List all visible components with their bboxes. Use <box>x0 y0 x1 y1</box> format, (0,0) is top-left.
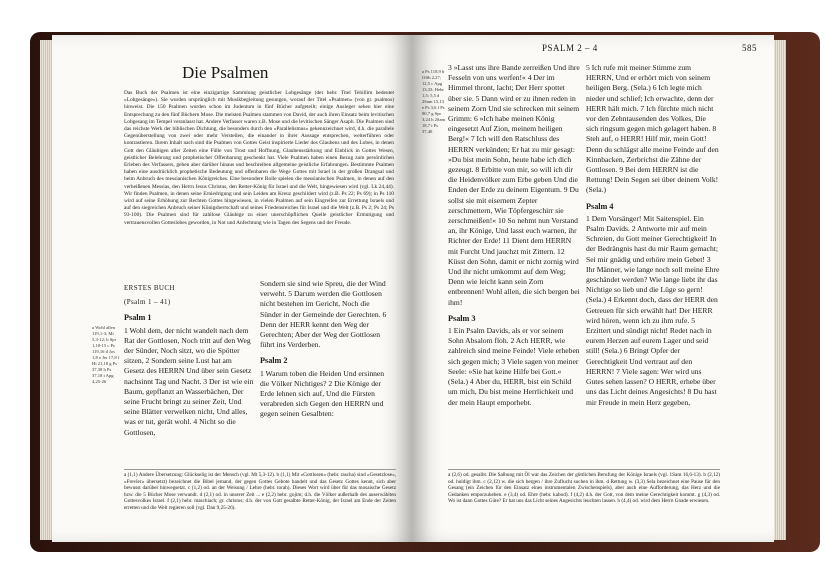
psalm-3-heading: Psalm 3 <box>448 313 476 323</box>
book-heading: ERSTES BUCH <box>124 284 175 292</box>
intro-text: Das Buch der Psalmen ist eine einzigartige Sammlung geistlicher Lobgesänge (der hebr. Titel Tehillim bedeutet »Lobgesänge«). Sie wurden ursprünglich mit Musikbegleitung gesungen, worauf der Titel »Psalmen« (von gr. psalmos) hinweist. Die 150 Psalmen wurden schon im Judentum in fünf Bücher aufgeteilt; einige Ausleger sehen hier eine Entsprechung zu den fünf Büchern Mose. Die meisten Psalmen stammen von David, der auch ihren Einsatz beim levitischen Lobgesang im Tempel veranlasst hat. Andere Verfasser waren z.B. Mose und die levitischen Sänger Asaph. Die Psalmen sind das reichste Werk der biblischen Dichtung, die besonders durch den »Parallelismus« gekennzeichnet wird, d.h. die parallele Gegenüberstellung von zwei oder mehr Versteilen, die einander in ihrer Aussage entsprechen, weiterführen oder kontrastieren. Ihrem Inhalt nach sind die Psalmen von Gottes Geist inspirierte Lieder des Glaubens und des Lobes, in denen Gott den Gläubigen aller Zeiten eine Fülle von Trost und Hoffnung, Glaubensstärkung und Einblick in Gottes Wesen, geistlicher Belehrung und prophetischer Offenbarung geschenkt hat. Viele Psalmen haben einen Bezug zum persönlichen Erleben des Verfassers, gehen aber darüber hinaus und beschreiben allgemeine geistliche Erfahrungen. Bestimmte Psalmen haben eine ausdrücklich prophetische Bedeutung und offenbaren die Wege Gottes mit Israel in der großen Drangsal und beim Anbruch des messianischen Königreiches. Eine besondere Rolle spielen die messianischen Psalmen, in denen auf den verheißenen Messias, den Herrn Jesus Christus, den Retter-König für Israel und die Welt, hingewiesen wird (vgl. Lk 24,44). Wir finden Psalmen, in denen seine Erniedrigung und sein Leiden am Kreuz geschildert wird (z.B. Ps 22; Ps 69); in Ps 110 wird auf seine Erhöhung zur Rechten Gottes hingewiesen, in vielen Psalmen auf sein Eingreifen zur Errettung Israels und auf den siegreichen Anbruch seiner Königsherrschaft und seines Friedensreiches für Israel und die Welt (z.B. Ps 2; Ps 24; Ps 93-100). Die Psalmen sind für zahllose Gläubige zu einer unerschöpflichen Quelle geistlicher Ermutigung und vertrauensvollen Gotteslobes geworden, in Not und Anfechtung wie in Tagen des Segens und der Freude. <box>124 90 394 226</box>
left-page <box>52 35 412 542</box>
footnotes-left: a (1,1) Andere Übersetzung: Glückselig ist der Mensch (vgl. Mt 5,3-12). b (1,1) Mit »Gottlosen« (hebr. rascha) sind »Gesetzlose«, »Frevler« übersetzt) bezeichnet die Bibel jemand, der gegen Gottes Gebote handelt und das Gesetz Gottes kennt, sich aber bewusst darüber hinwegsetzt. c (1,2) od. an der Weisung / Lehre (hebr. torah). Dieses Wort wird über für das mosaische Gesetz bzw. die 5 Bücher Mose verwandt. d (2,1) od. in unserer Zeit ... e (2,2) hebr. gojim; d.h. die Völker außerhalb des auserwählten Gottesvolkes Israel. f (2,1) hebr. maschiach; gr. christos; d.h. der von Gott gesalbte Retter-König, der Israel am Ende der Zeiten erretten und die Welt regieren soll (vgl. Dan 9,25-26). <box>124 469 396 512</box>
psalm-2-text: 1 Warum toben die Heiden Und ersinnen die Völker Nichtiges? 2 Die Könige der Erde lehnen sich auf, Und die Fürsten verabreden sich Gegen den HERRN und gegen seinen Gesalbten: <box>260 368 385 419</box>
psalm-4-heading: Psalm 4 <box>586 201 614 211</box>
margin-references-right: a Ps 118,9 b Offb 2,27; 12,5 c Apg 13,33; Hebr 1,5; 5,5 d 2Sam 15,13 e Ps 3,6 f Ps 90,7 g Spr 3,24 h 2Sam 18,7 i Ps 37,40 <box>422 69 446 134</box>
psalm-3-continued: 5 Ich rufe mit meiner Stimme zum HERRN, Und er erhört mich von seinem heiligen Berg. (Sela.) 6 Ich legte mich nieder und schlief; Ich erwachte, denn der HERR hält mich. 7 Ich fürchte mich nicht vor den Zehntausenden des Volkes, Die sich ringsum gegen mich gelagert haben. 8 Steh auf, o HERR! Hilf mir, mein Gott! Denn du schlägst alle meine Feinde auf den Kinnbacken, Zerbrichst die Zähne der Gottlosen. 9 Bei dem HERRN ist die Rettung! Dein Segen sei über deinem Volk! (Sela.) <box>586 63 719 195</box>
psalm-4-text: 1 Dem Vorsänger! Mit Saitenspiel. Ein Psalm Davids. 2 Antworte mir auf mein Schreien, du Gott meiner Gerechtigkeit! In der Bedrängnis hast du mir Raum gemacht; Sei mir gnädig und erhöre mein Gebet! 3 Ihr Männer, wie lange noch soll meine Ehre geschändet werden? Wie lange liebt ihr das Nichtige so lieb und die Lüge so gern! (Sela.) 4 Erkennt doch, dass der HERR den Getreuen für sich erwählt hat! Der HERR wird hören, wenn ich zu ihm rufe. 5 Erzittert und sündigt nicht! Redet nach in eurem Herzen auf eurem Lager und seid still! (Sela.) 6 Bringt Opfer der Gerechtigkeit Und vertraut auf den HERRN! 7 Viele sagen: Wer wird uns Gutes sehen lassen? O HERR, erhebe über uns das Licht deines Angesichts! 8 Du hast mir Freude in mein Herz gegeben, <box>586 213 720 407</box>
margin-references-left: a Wohl allen 119,1-3; Mt 5,3-12; b Spr 1,10-15 c Ps 119,16 d Jos 1,8 e Jer 17,8 f Hi 21,18 g Ps 37,38 h Ps 37,18 i Apg 4,25-26 <box>92 325 120 384</box>
psalm-2-continued: 3 »Lasst uns ihre Bande zerreißen Und ihre Fesseln von uns werfen!« 4 Der im Himmel thront, lacht; Der Herr spottet über sie. 5 Dann wird er zu ihnen reden in seinem Zorn Und sie schrecken mit seinem Grimm: 6 »Ich habe meinen König eingesetzt Auf Zion, meinem heiligen Berg!« 7 Ich will den Ratschluss des HERRN verkünden; Er hat zu mir gesagt: »Du bist mein Sohn, heute habe ich dich gezeugt. 8 Erbitte von mir, so will ich dir die Heidenvölker zum Erbe geben Und die Enden der Erde zu deinem Eigentum. 9 Du sollst sie mit eisernem Zepter zerschmettern, Wie Töpfergeschirr sie zerschmeißen!« 10 So nehmt nun Verstand an, ihr Könige, Und lasst euch warnen, ihr Richter der Erde! 11 Dient dem HERRN mit Furcht Und jauchzt mit Zittern. 12 Küsst den Sohn, damit er nicht zornig wird Und ihr nicht umkommt auf dem Weg; Denn wie leicht kann sein Zorn entbrennen! Wohl allen, die sich bergen bei ihm! <box>448 63 580 307</box>
psalm-1-continued: Sondern sie sind wie Spreu, die der Wind verweht. 5 Darum werden die Gottlosen nicht bestehen im Gericht, Noch die Sünder in der Gemeinde der Gerechten. 6 Denn der HERR kennt den Weg der Gerechten; Aber der Weg der Gottlosen führt ins Verderben. <box>260 279 387 350</box>
psalm-1-heading: Psalm 1 <box>124 313 152 323</box>
page-edge-right <box>772 40 786 540</box>
book-range: (Psalm 1 – 41) <box>124 298 171 307</box>
footnotes-right: a (2,6) od. gesalbt. Die Salbung mit Öl war das Zeichen der göttlichen Berufung der Könige Israels (vgl. 1Sam 16,6-13). b (2,12) od. huldigt ihm. c (2,12) w. die sich bergen / ihre Zuflucht suchen in ihm. d Rettung w. (3,3) Sela bezeichnet eine Pause für den Gesang (ein Zeichen für den Einsatz eines instrumentalen Zwischenspiels), aber auch eine Aufforderung, das Herz und die Gedanken emporzuheben. e (3,4) od. Ehre (hebr. kabod). f (4,2) d.h. der Gott, von dem meine Gerechtigkeit kommt. g (4,3) od. Wo ist dann Gottes Güte? Er hat uns das Licht seines Angesichts leuchten lassen. h (4,4) od. wird dem Herrn Gnade erwiesen. <box>448 469 720 505</box>
left-column-2 <box>260 279 392 420</box>
right-page <box>412 35 774 542</box>
psalm-2-heading: Psalm 2 <box>260 356 288 366</box>
running-head: PSALM 2 – 4 <box>542 43 598 53</box>
psalm-1-text: 1 Wohl dem, der nicht wandelt nach dem Rat der Gottlosen, Noch tritt auf den Weg der Sünder, Noch sitzt, wo die Spötter sitzen, 2 Sondern seine Lust hat am Gesetz des HERRN Und über sein Gesetz nachsinnt Tag und Nacht. 3 Der ist wie ein Baum, gepflanzt an Wasserbächen, Der seine Frucht bringt zu seiner Zeit, Und seine Blätter verwelken nicht, Und alles, was er tut, gerät wohl. 4 Nicht so die Gottlosen, <box>124 325 254 437</box>
book-title: Die Psalmen <box>182 63 269 82</box>
left-column-1 <box>124 279 254 438</box>
right-column-2 <box>586 63 720 408</box>
page-number: 585 <box>742 43 757 53</box>
right-column-1 <box>448 63 580 408</box>
psalm-3-text: 1 Ein Psalm Davids, als er vor seinem Sohn Absalom floh. 2 Ach HERR, wie zahlreich sind meine Feinde! Viele erheben sich gegen mich; 3 Viele sagen von meiner Seele: »Sie hat keine Hilfe bei Gott.« (Sela.) 4 Aber du, HERR, bist ein Schild um mich, Du bist meine Herrlichkeit und der mein Haupt emporhebt. <box>448 326 580 407</box>
